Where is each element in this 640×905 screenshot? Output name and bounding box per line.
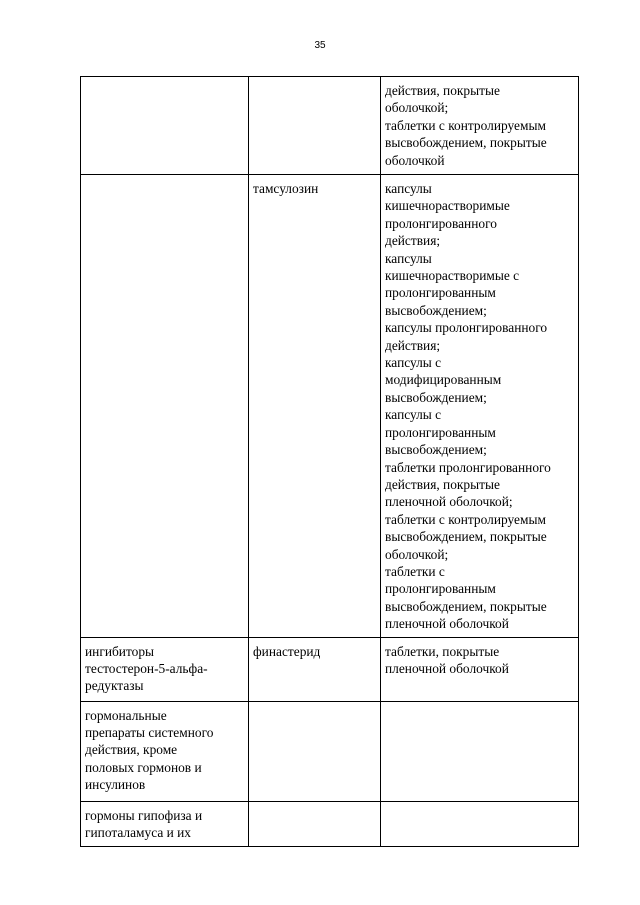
group-cell (81, 801, 249, 846)
group-cell (81, 701, 249, 801)
dosage-forms-cell (381, 801, 579, 846)
table-row (81, 175, 579, 638)
cell-text-line: препараты системного (85, 724, 214, 740)
cell-text-line: действия, покрытые (385, 83, 500, 98)
cell-text-line: таблетки с контролируемым (385, 511, 546, 527)
cell-text-line: таблетки, покрытые (385, 643, 500, 659)
cell-text-line: высвобождением; (385, 302, 487, 318)
cell-text-line: гипоталамуса и их (85, 824, 191, 840)
substance-cell (249, 77, 381, 175)
group-cell (81, 637, 249, 701)
dosage-forms-cell (381, 637, 579, 701)
cell-text-line: таблетки с контролируемым (385, 117, 546, 133)
cell-text-line: капсулы (385, 250, 432, 266)
cell-text-line: модифицированным (385, 372, 502, 388)
cell-text-line: кишечнорастворимые (385, 198, 510, 214)
substance-cell (249, 701, 381, 801)
group-cell (81, 77, 249, 175)
table-row (81, 77, 579, 175)
cell-text-line: высвобождением; (385, 389, 487, 405)
cell-text-line: капсулы с (385, 407, 442, 423)
dosage-forms-cell (381, 175, 579, 638)
dosage-forms-cell (381, 701, 579, 801)
cell-text-line: гормоны гипофиза и (85, 807, 203, 823)
cell-text-line: высвобождением, покрытые (385, 598, 547, 614)
cell-text-line: действия, покрытые (385, 476, 500, 492)
cell-text-line: тестостерон-5-альфа- (85, 660, 208, 676)
cell-text-line: оболочкой; (385, 100, 449, 116)
table-row (81, 637, 579, 701)
cell-text-line: таблетки с (385, 563, 445, 579)
substance-cell (249, 801, 381, 846)
cell-text-line: пленочной оболочкой; (385, 494, 513, 510)
cell-text-line: действия; (385, 337, 441, 353)
cell-text-line: пролонгированным (385, 581, 496, 597)
cell-text-line: таблетки пролонгированного (385, 459, 551, 475)
page-number: 35 (314, 40, 326, 51)
cell-text-line: ингибиторы (85, 643, 155, 659)
cell-text-line: тамсулозин (253, 181, 319, 196)
table-row (81, 701, 579, 801)
table-body (81, 77, 579, 847)
cell-text-line: капсулы (385, 181, 432, 196)
cell-text-line: высвобождением; (385, 442, 487, 458)
substance-cell (249, 175, 381, 638)
cell-text-line: капсулы пролонгированного (385, 320, 548, 336)
cell-text-line: редуктазы (85, 678, 144, 694)
cell-text-line: гормональные (85, 707, 167, 723)
drug-table (80, 76, 579, 847)
cell-text-line: оболочкой (385, 152, 445, 168)
cell-text-line: пролонгированным (385, 424, 496, 440)
cell-text-line: пленочной оболочкой (385, 660, 509, 676)
cell-text-line: пленочной оболочкой (385, 616, 509, 632)
group-cell (81, 175, 249, 638)
cell-text-line: оболочкой; (385, 546, 449, 562)
cell-text-line: капсулы с (385, 355, 442, 371)
cell-text-line: финастерид (253, 643, 321, 659)
substance-cell (249, 637, 381, 701)
cell-text-line: пролонгированного (385, 215, 497, 231)
dosage-forms-cell (381, 77, 579, 175)
cell-text-line: инсулинов (85, 777, 146, 793)
cell-text-line: кишечнорастворимые с (385, 268, 520, 284)
cell-text-line: пролонгированным (385, 285, 496, 301)
table-row (81, 801, 579, 846)
cell-text-line: высвобождением, покрытые (385, 529, 547, 545)
cell-text-line: половых гормонов и (85, 759, 202, 775)
cell-text-line: высвобождением, покрытые (385, 135, 547, 151)
cell-text-line: действия; (385, 233, 441, 249)
cell-text-line: действия, кроме (85, 742, 178, 758)
